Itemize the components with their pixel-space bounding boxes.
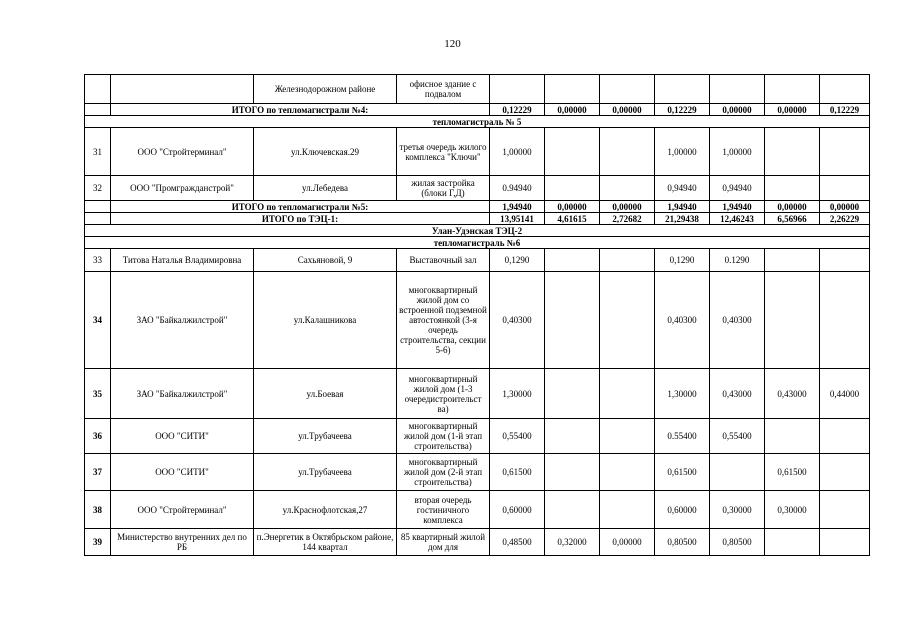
- table-cell: 0,40300: [710, 272, 765, 369]
- section-heading: тепломагистраль № 5: [85, 116, 870, 128]
- table-cell: 0,60000: [490, 491, 545, 529]
- table-cell: [820, 491, 870, 529]
- table-cell: [765, 176, 820, 201]
- table-cell: 0.94940: [490, 176, 545, 201]
- section-heading: Улан-Удэнская ТЭЦ-2: [85, 225, 870, 237]
- table-cell: 0,61500: [655, 454, 710, 491]
- table-row: [85, 75, 870, 104]
- table-cell: ул.Лебедева: [254, 176, 397, 201]
- table-cell: многоквартирный жилой дом со встроенной подземной автостоянкой (3-я очередь строительства, секции 5-6): [397, 272, 490, 369]
- table-cell: 0,48500: [490, 529, 545, 556]
- total-value: 13,95141: [490, 213, 545, 225]
- table-cell: многоквартирный жилой дом (2-й этап строительства): [397, 454, 490, 491]
- table-cell: 0,55400: [710, 419, 765, 454]
- total-value: 1,94940: [490, 201, 545, 213]
- table-cell: ул.Трубачеева: [254, 454, 397, 491]
- table-cell: 0,1290: [490, 249, 545, 272]
- table-cell: [820, 529, 870, 556]
- table-cell: 0,00000: [600, 529, 655, 556]
- table-cell: многоквартирный жилой дом (1-3 очередистроительст ва): [397, 369, 490, 419]
- table-cell: 38: [85, 491, 111, 529]
- table-cell: 0,61500: [765, 454, 820, 491]
- table-cell: 1,00000: [710, 128, 765, 176]
- table-cell: 85 квартирный жилой дом для: [397, 529, 490, 556]
- table-cell: [85, 104, 111, 116]
- table-cell: 36: [85, 419, 111, 454]
- table-cell: ул.Боевая: [254, 369, 397, 419]
- table-cell: ООО "Стройтерминал": [111, 128, 254, 176]
- total-label: ИТОГО по тепломагистрали №4:: [111, 104, 490, 116]
- total-value: 0,00000: [600, 104, 655, 116]
- total-value: 0,00000: [765, 201, 820, 213]
- table-cell: 0,60000: [655, 491, 710, 529]
- table-cell: [820, 272, 870, 369]
- table-cell: 0,1290: [655, 249, 710, 272]
- table-cell: 35: [85, 369, 111, 419]
- section-heading: тепломагистраль №6: [85, 237, 870, 249]
- table-cell: [600, 249, 655, 272]
- section-row: [85, 225, 870, 237]
- total-value: 0,00000: [600, 201, 655, 213]
- table-cell: ООО "Промгражданстрой": [111, 176, 254, 201]
- table-cell: 0.1290: [710, 249, 765, 272]
- table-cell: [820, 176, 870, 201]
- table-cell: 0,94940: [655, 176, 710, 201]
- table-cell: [820, 128, 870, 176]
- table-cell: [820, 454, 870, 491]
- table-cell: ул.Калашникова: [254, 272, 397, 369]
- table-cell: [600, 491, 655, 529]
- table-cell: [545, 176, 600, 201]
- total-value: 0,12229: [655, 104, 710, 116]
- table-cell: 0,30000: [710, 491, 765, 529]
- table-row: [85, 176, 870, 201]
- section-row: [85, 116, 870, 128]
- table-cell: Титова Наталья Владимировна: [111, 249, 254, 272]
- table-cell: [545, 491, 600, 529]
- table-cell: 0,44000: [820, 369, 870, 419]
- total-row: [85, 201, 870, 213]
- table-cell: [820, 419, 870, 454]
- total-row: [85, 104, 870, 116]
- table-cell: [600, 128, 655, 176]
- table-cell: [545, 419, 600, 454]
- total-value: 0,00000: [545, 104, 600, 116]
- table-cell: [600, 75, 655, 104]
- total-value: 6,56966: [765, 213, 820, 225]
- total-label: ИТОГО по тепломагистрали №5:: [111, 201, 490, 213]
- total-value: 0,12229: [490, 104, 545, 116]
- table-cell: [765, 128, 820, 176]
- table-cell: [820, 249, 870, 272]
- table-cell: вторая очередь гостиничного комплекса: [397, 491, 490, 529]
- table-cell: [600, 369, 655, 419]
- table-cell: [655, 75, 710, 104]
- table-cell: [545, 249, 600, 272]
- table-cell: 0,61500: [490, 454, 545, 491]
- table-cell: [111, 75, 254, 104]
- table-row: [85, 369, 870, 419]
- table-cell: 1,30000: [655, 369, 710, 419]
- page-number: 120: [444, 38, 461, 50]
- total-value: 0,00000: [820, 201, 870, 213]
- table-row: [85, 491, 870, 529]
- table-cell: 0,43000: [765, 369, 820, 419]
- table-cell: Железнодорожном районе: [254, 75, 397, 104]
- table-row: [85, 272, 870, 369]
- table-cell: ЗАО "Байкалжилстрой": [111, 369, 254, 419]
- table-cell: ООО "Стройтерминал": [111, 491, 254, 529]
- section-row: [85, 237, 870, 249]
- total-label: ИТОГО по ТЭЦ-1:: [111, 213, 490, 225]
- table-row: [85, 529, 870, 556]
- table-cell: ул.Трубачеева: [254, 419, 397, 454]
- table-cell: [765, 75, 820, 104]
- table-cell: многоквартирный жилой дом (1-й этап строительства): [397, 419, 490, 454]
- total-value: 21,29438: [655, 213, 710, 225]
- total-value: 0,12229: [820, 104, 870, 116]
- table-cell: 0,40300: [655, 272, 710, 369]
- table-cell: [820, 75, 870, 104]
- table-cell: жилая застройка (блоки Г,Д): [397, 176, 490, 201]
- table-cell: [85, 201, 111, 213]
- table-cell: [490, 75, 545, 104]
- table-cell: [765, 272, 820, 369]
- table-cell: ул.Ключевская.29: [254, 128, 397, 176]
- table-cell: 33: [85, 249, 111, 272]
- table-cell: 37: [85, 454, 111, 491]
- table-cell: 0,40300: [490, 272, 545, 369]
- total-value: 1,94940: [655, 201, 710, 213]
- table-cell: 0,55400: [490, 419, 545, 454]
- table-cell: офисное здание с подвалом: [397, 75, 490, 104]
- table-cell: Сахьяновой, 9: [254, 249, 397, 272]
- table-row: [85, 249, 870, 272]
- table-cell: ООО "СИТИ": [111, 419, 254, 454]
- table-cell: 0,80500: [655, 529, 710, 556]
- table-cell: 39: [85, 529, 111, 556]
- table-cell: [545, 369, 600, 419]
- table-cell: 1,30000: [490, 369, 545, 419]
- table-cell: [600, 176, 655, 201]
- table-cell: [545, 128, 600, 176]
- table-cell: [600, 419, 655, 454]
- table-cell: [600, 454, 655, 491]
- table-cell: 32: [85, 176, 111, 201]
- table-cell: [85, 213, 111, 225]
- total-value: 0,00000: [710, 104, 765, 116]
- total-value: 1,94940: [710, 201, 765, 213]
- table-cell: Выставочный зал: [397, 249, 490, 272]
- total-value: 2,26229: [820, 213, 870, 225]
- table-cell: [545, 75, 600, 104]
- table-cell: [765, 529, 820, 556]
- total-value: 0,00000: [545, 201, 600, 213]
- table-cell: п.Энергетик в Октябрьском районе, 144 квартал: [254, 529, 397, 556]
- total-value: 12,46243: [710, 213, 765, 225]
- table-cell: [545, 454, 600, 491]
- table-cell: третья очередь жилого комплекса "Ключи": [397, 128, 490, 176]
- table-cell: 0,30000: [765, 491, 820, 529]
- table-cell: [710, 454, 765, 491]
- total-value: 0,00000: [765, 104, 820, 116]
- total-value: 2,72682: [600, 213, 655, 225]
- table-cell: [85, 75, 111, 104]
- table-cell: [600, 272, 655, 369]
- table-cell: ООО "СИТИ": [111, 454, 254, 491]
- table-cell: ЗАО "Байкалжилстрой": [111, 272, 254, 369]
- table-cell: 1,00000: [490, 128, 545, 176]
- table-cell: 0,80500: [710, 529, 765, 556]
- total-row: [85, 213, 870, 225]
- table-cell: 31: [85, 128, 111, 176]
- table-cell: 0,43000: [710, 369, 765, 419]
- table-cell: [765, 249, 820, 272]
- heat-load-table: [84, 74, 870, 556]
- table-cell: 0,94940: [710, 176, 765, 201]
- table-cell: [710, 75, 765, 104]
- table-cell: 0,32000: [545, 529, 600, 556]
- table-cell: 34: [85, 272, 111, 369]
- table-cell: 1,00000: [655, 128, 710, 176]
- table-cell: [765, 419, 820, 454]
- total-value: 4,61615: [545, 213, 600, 225]
- table-cell: 0.55400: [655, 419, 710, 454]
- table-cell: [545, 272, 600, 369]
- table-cell: ул.Краснофлотская,27: [254, 491, 397, 529]
- table-row: [85, 454, 870, 491]
- table-row: [85, 419, 870, 454]
- table-row: [85, 128, 870, 176]
- table-cell: Министерство внутренних дел по РБ: [111, 529, 254, 556]
